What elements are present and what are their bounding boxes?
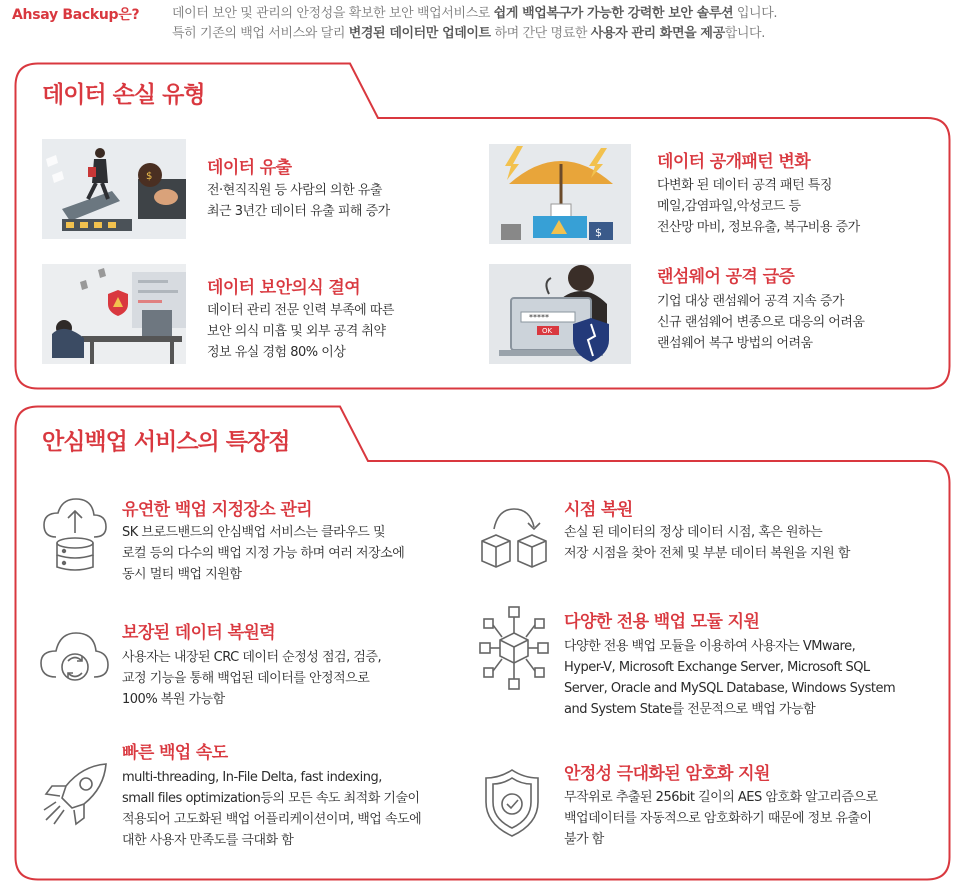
security-awareness-title: 데이터 보안의식 결여 bbox=[207, 278, 361, 298]
intro-line-2: 특히 기존의 백업 서비스와 달리 변경된 데이터만 업데이트 하며 간단 명료한 사용자 관리 화면을 제공합니다. bbox=[172, 26, 765, 41]
flexible-storage-desc: SK 브로드밴드의 안심백업 서비스는 클라우드 및 로컬 등의 다수의 백업 지정 가능 하며 여러 저장소에 동시 멀티 백업 지원함 bbox=[122, 525, 405, 582]
svg-text:OK: OK bbox=[542, 327, 553, 335]
security-awareness-desc: 데이터 관리 전문 인력 부족에 따른 보안 의식 미흡 및 외부 공격 취약 정보 유실 경험 80% 이상 bbox=[207, 303, 394, 360]
recovery-title: 보장된 데이터 복원력 bbox=[122, 623, 276, 643]
shield-check-icon bbox=[484, 768, 540, 838]
data-leak-photo bbox=[42, 139, 186, 239]
loss-section bbox=[14, 62, 951, 390]
flexible-storage-title: 유연한 백업 지정장소 관리 bbox=[122, 500, 312, 520]
data-leak-title: 데이터 유출 bbox=[207, 158, 292, 178]
attack-pattern-title: 데이터 공개패턴 변화 bbox=[657, 152, 811, 172]
svg-text:*****: ***** bbox=[529, 313, 549, 322]
intro-text bbox=[172, 4, 777, 44]
features-section bbox=[14, 405, 951, 881]
restore-boxes-icon bbox=[478, 505, 550, 571]
encryption-desc: 무작위로 추출된 256bit 길이의 AES 암호화 알고리즘으로 백업데이터를 자동적으로 암호화하기 때문에 정보 유출이 불가 함 bbox=[564, 790, 878, 847]
fast-backup-title: 빠른 백업 속도 bbox=[122, 743, 228, 763]
backup-modules-title: 다양한 전용 백업 모듈 지원 bbox=[564, 612, 760, 632]
module-network-icon bbox=[478, 605, 550, 691]
intro-label: Ahsay Backup은? bbox=[12, 7, 140, 23]
intro bbox=[12, 4, 962, 44]
security-awareness-photo bbox=[42, 264, 186, 364]
point-restore-desc: 손실 된 데이터의 정상 데이터 시점, 혹은 원하는 저장 시점을 찾아 전체 및 부분 데이터 복원을 지원 함 bbox=[564, 525, 850, 561]
svg-text:$: $ bbox=[146, 171, 153, 182]
attack-pattern-photo bbox=[489, 144, 631, 244]
data-leak-desc: 전·현직직원 등 사람의 의한 유출 최근 3년간 데이터 유출 피해 증가 bbox=[207, 183, 390, 219]
features-section-title: 안심백업 서비스의 특장점 bbox=[42, 429, 290, 455]
svg-text:$: $ bbox=[595, 226, 602, 239]
loss-section-title: 데이터 손실 유형 bbox=[42, 82, 205, 108]
ransomware-desc: 기업 대상 랜섬웨어 공격 지속 증가 신규 랜섬웨어 변종으로 대응의 어려움 랜섬웨어 복구 방법의 어려움 bbox=[657, 294, 865, 351]
point-restore-title: 시점 복원 bbox=[564, 500, 633, 520]
fast-backup-desc: multi-threading, In-File Delta, fast indexing, small files optimization등의 모든 속도 최적화 기술이 적용되어 고도화된 백업 어플리케이션이며, 백업 속도에 대한 사용자 만족도를 극대화 함 bbox=[122, 770, 422, 848]
intro-line-1: 데이터 보안 및 관리의 안정성을 확보한 보안 백업서비스로 쉽게 백업복구가 가능한 강력한 보안 솔루션 입니다. bbox=[172, 6, 778, 21]
encryption-title: 안정성 극대화된 암호화 지원 bbox=[564, 764, 770, 784]
rocket-icon bbox=[42, 760, 110, 828]
ransomware-photo bbox=[489, 264, 631, 364]
recovery-desc: 사용자는 내장된 CRC 데이터 순정성 점검, 검증, 교정 기능을 통해 백업된 데이터를 안정적으로 100% 복원 가능함 bbox=[122, 650, 382, 707]
cloud-sync-icon bbox=[38, 627, 110, 693]
backup-modules-desc: 다양한 전용 백업 모듈을 이용하여 사용자는 VMware, Hyper-V, Microsoft Exchange Server, Microsoft SQL Server, Oracle and MySQL Database, Windows System and System State를 전문적으로 백업 가능함 bbox=[564, 639, 896, 717]
cloud-storage-icon bbox=[42, 497, 108, 563]
ransomware-title: 랜섬웨어 공격 급증 bbox=[657, 267, 795, 287]
attack-pattern-desc: 다변화 된 데이터 공격 패턴 특징 메일,감염파일,악성코드 등 전산망 마비, 정보유출, 복구비용 증가 bbox=[657, 178, 860, 235]
